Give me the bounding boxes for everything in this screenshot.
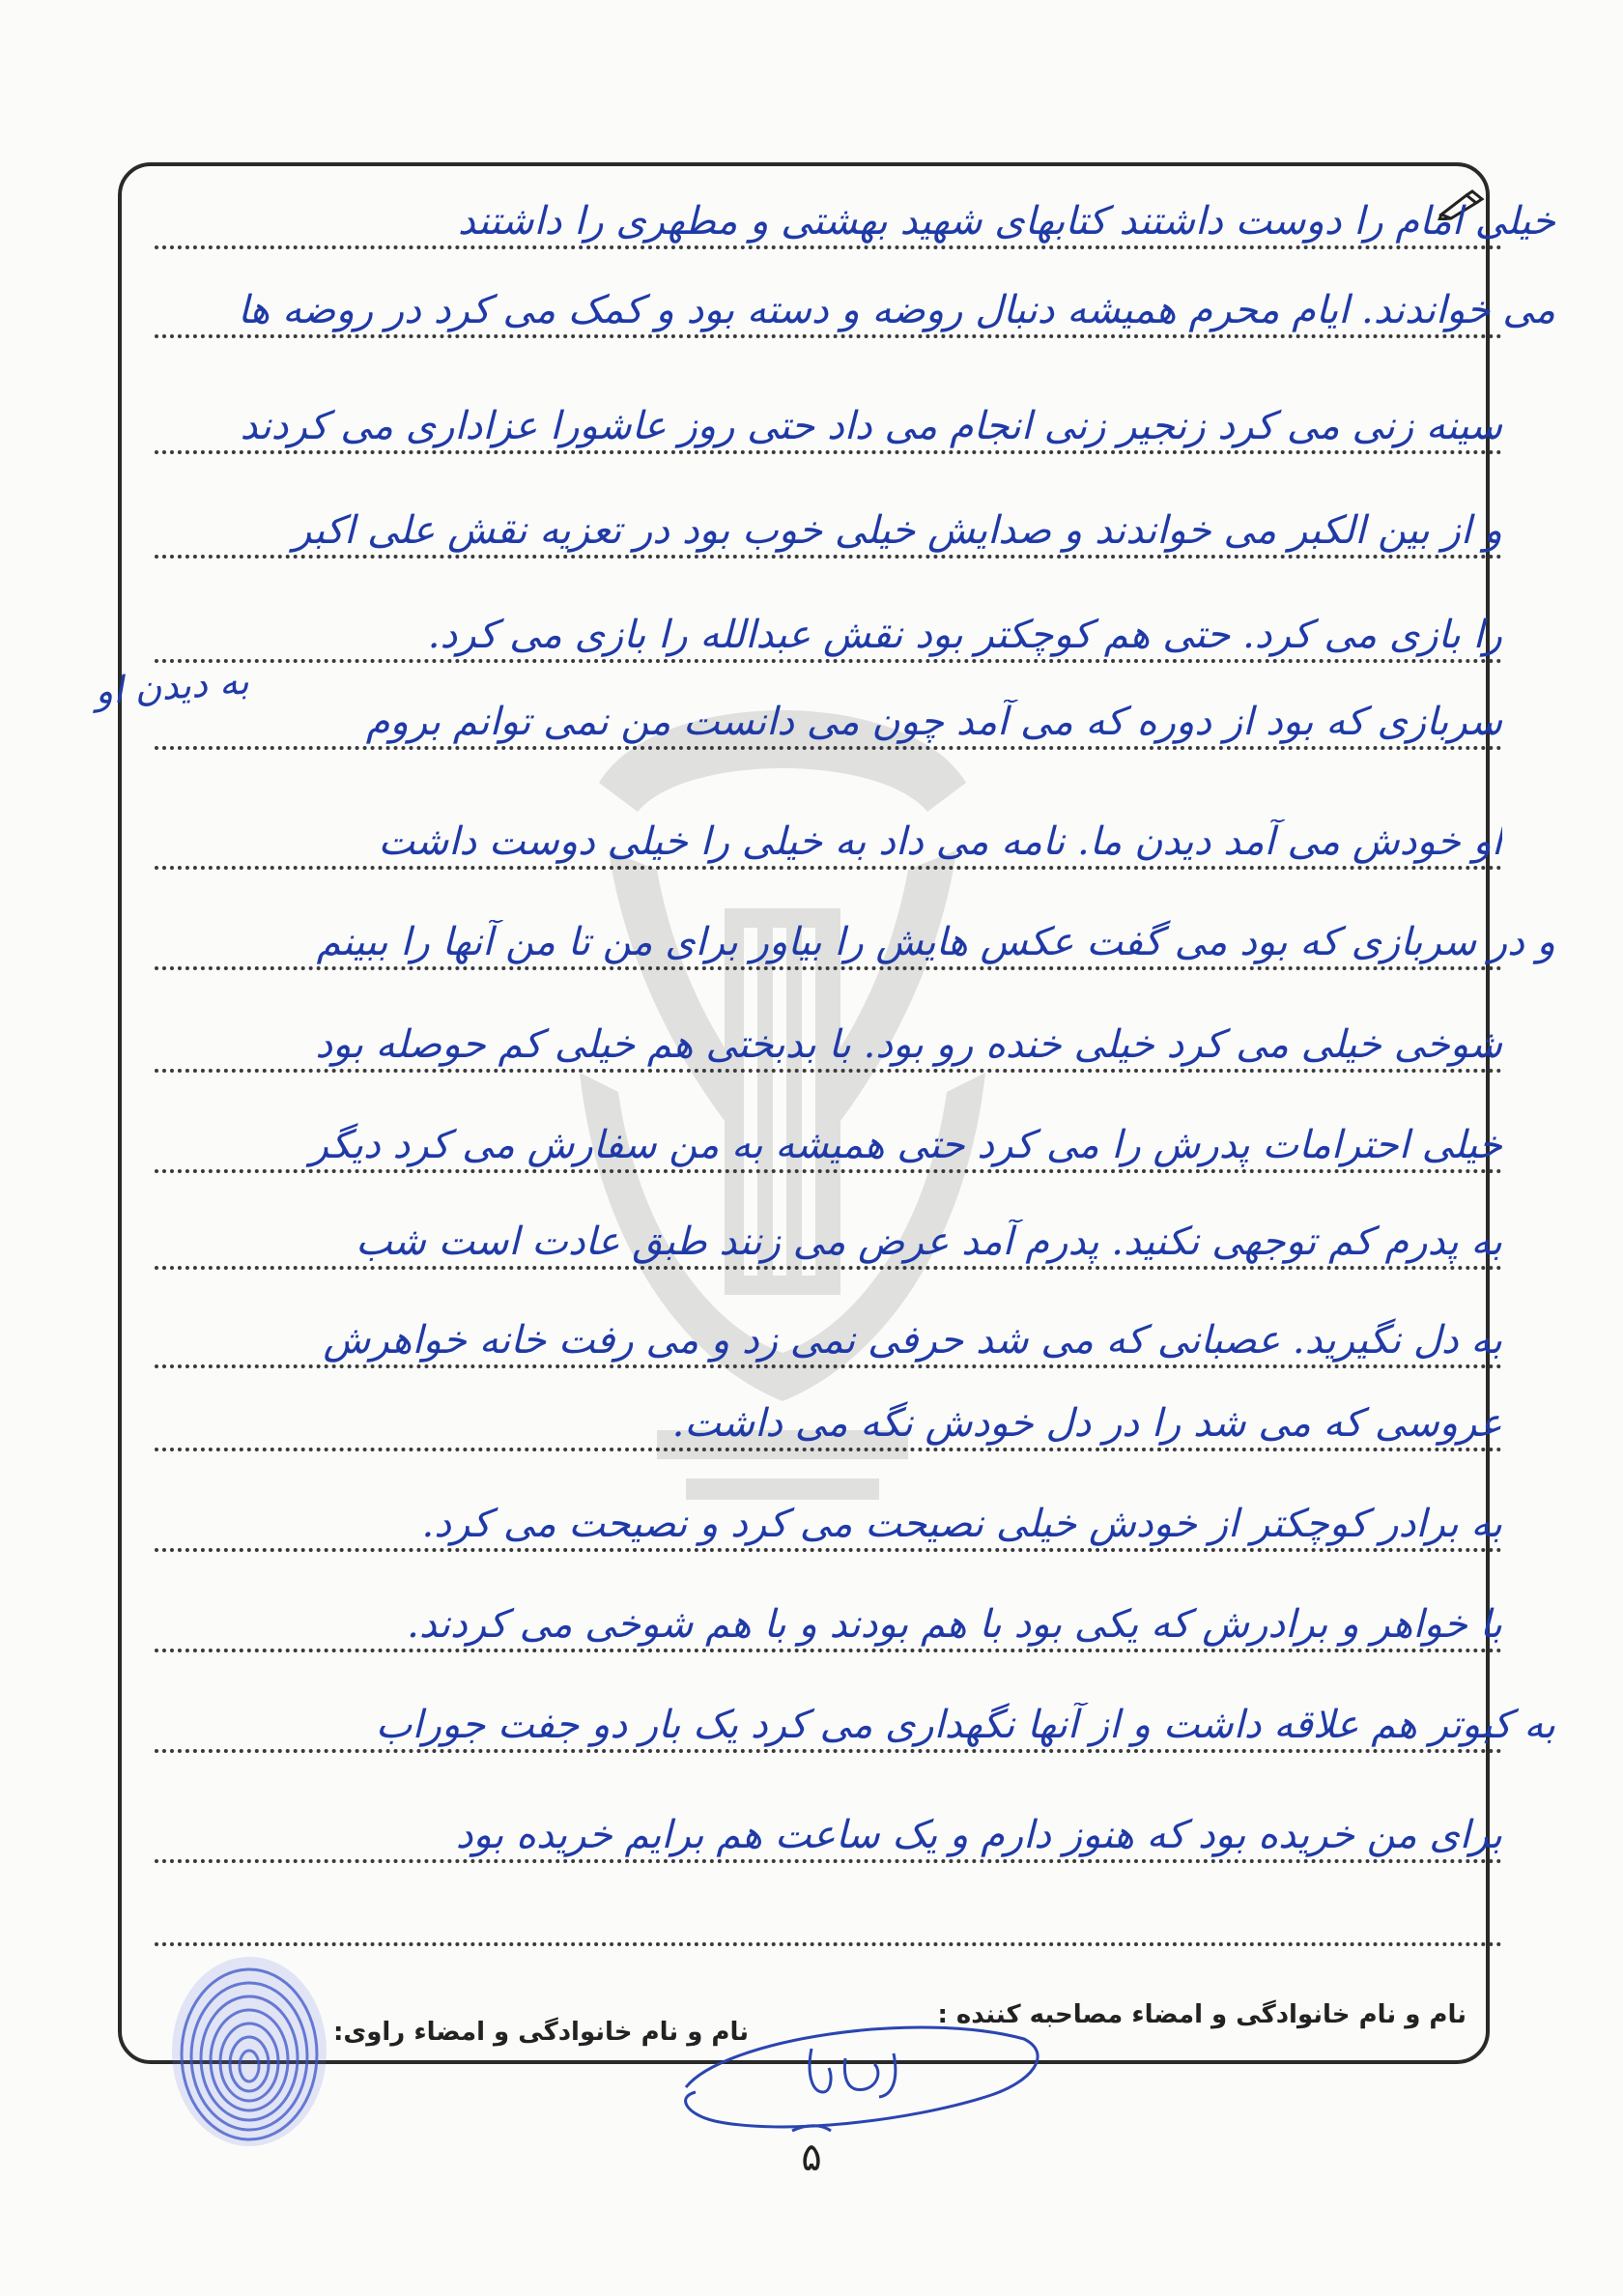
page-number: ۵ xyxy=(801,2136,822,2180)
signature-mark xyxy=(667,2000,1063,2145)
text-line: با خواهر و برادرش که یکی بود با هم بودند و با هم شوخی می کردند. xyxy=(155,1546,1502,1652)
fingerprint-mark xyxy=(164,1950,333,2153)
text-line: و در سربازی که بود می گفت عکس هایش را بیاور برای من تا من آنها را ببینم xyxy=(155,864,1502,970)
text-line: او خودش می آمد دیدن ما. نامه می داد به خیلی را خیلی دوست داشت xyxy=(155,763,1502,870)
text-line: سربازی که بود از دوره که می آمد چون می دانست من نمی توانم بروم xyxy=(155,644,1502,750)
text-line: به پدرم کم توجهی نکنید. پدرم آمد عرض می زنند طبق عادت است شب xyxy=(155,1163,1502,1270)
text-line: به دل نگیرید. عصبانی که می شد حرفی نمی زد و می رفت خانه خواهرش xyxy=(155,1262,1502,1368)
text-line: به کبوتر هم علاقه داشت و از آنها نگهداری می کرد یک بار دو جفت جوراب xyxy=(155,1647,1502,1753)
text-line: و از بین الکبر می خواندند و صدایش خیلی خوب بود در تعزیه نقش علی اکبر xyxy=(155,452,1502,559)
narrator-signature-label: نام و نام خانوادگی و امضاء راوی: xyxy=(333,2018,749,2047)
interviewer-signature-label: نام و نام خانوادگی و امضاء مصاحبه کننده : xyxy=(937,2000,1466,2029)
text-line: می خواندند. ایام محرم همیشه دنبال روضه و دسته بود و کمک می کرد در روضه ها xyxy=(155,232,1502,338)
text-line: سینه زنی می کرد زنجیر زنی انجام می داد حتی روز عاشورا عزاداری می کردند xyxy=(155,348,1502,454)
text-line: خیلی امام را دوست داشتند کتابهای شهید بهشتی و مطهری را داشتند xyxy=(155,143,1502,249)
text-line: برای من خریده بود که هنوز دارم و یک ساعت هم برایم خریده بود xyxy=(155,1757,1502,1863)
margin-note: به دیدن او xyxy=(93,659,251,713)
text-line: عروسی که می شد را در دل خودش نگه می داشت. xyxy=(155,1345,1502,1451)
text-line: خیلی احترامات پدرش را می کرد حتی همیشه به من سفارش می کرد دیگر xyxy=(155,1067,1502,1173)
text-line-empty xyxy=(155,1840,1502,1946)
text-line: شوخی خیلی می کرد خیلی خنده رو بود. با بدبختی هم خیلی کم حوصله بود xyxy=(155,966,1502,1073)
text-line: به برادر کوچکتر از خودش خیلی نصیحت می کرد و نصیحت می کرد. xyxy=(155,1446,1502,1552)
text-line: را بازی می کرد. حتی هم کوچکتر بود نقش عبدالله را بازی می کرد. xyxy=(155,557,1502,663)
